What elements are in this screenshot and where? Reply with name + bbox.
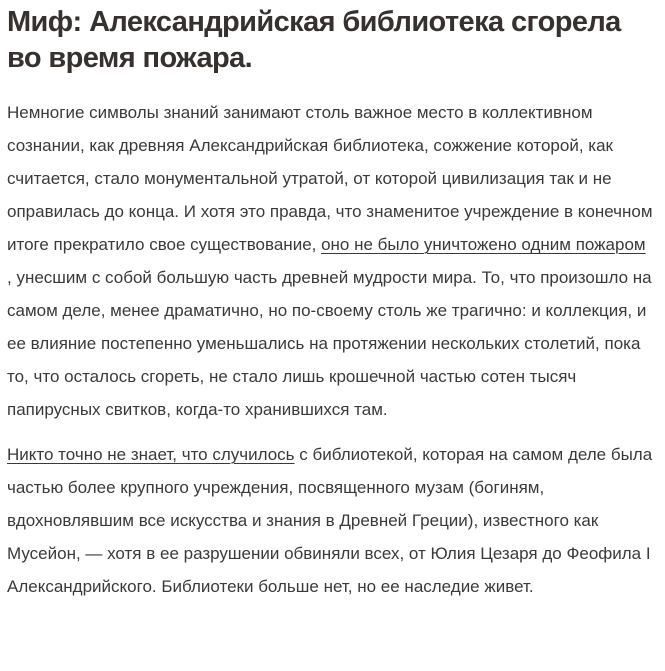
paragraph-library-fate <box>7 438 655 603</box>
paragraph-library-myth <box>7 96 655 426</box>
link-nobody-knows-what-happened[interactable]: Никто точно не знает, что случилось <box>7 445 295 464</box>
paragraph-1-text-before: Немногие символы знаний занимают столь важное место в коллективном сознании, как древняя Александрийская библиотека, сожжение которой, как считается, стало монументальной утратой, от которой цивилизация так и не оправилась до конца. И хотя это правда, что знаменитое учреждение в конечном итоге прекратило свое существование, <box>7 103 653 254</box>
paragraph-1-text-after: , унесшим с собой большую часть древней мудрости мира. То, что произошло на самом деле, менее драматично, но по-своему столь же трагично: и коллекция, и ее влияние постепенно уменьшались на протяжении нескольких столетий, пока то, что осталось сгореть, не стало лишь крошечной частью сотен тысяч папирусных свитков, когда-то хранившихся там. <box>7 268 652 419</box>
title-line-1: Миф: Александрийская библиотека сгорела <box>7 6 621 38</box>
paragraph-2-text-after: с библиотекой, которая на самом деле была частью более крупного учреждения, посвященного музам (богиням, вдохновлявшим все искусства и знания в Древней Греции), известного как Мусейон, — хотя в ее разрушении обвиняли всех, от Юлия Цезаря до Феофила I Александрийского. Библиотеки больше нет, но ее наследие живет. <box>7 445 653 596</box>
title-line-2: во время пожара. <box>7 42 253 74</box>
link-not-destroyed-by-single-fire[interactable]: оно не было уничтожено одним пожаром <box>321 235 646 254</box>
article-title <box>7 4 655 76</box>
